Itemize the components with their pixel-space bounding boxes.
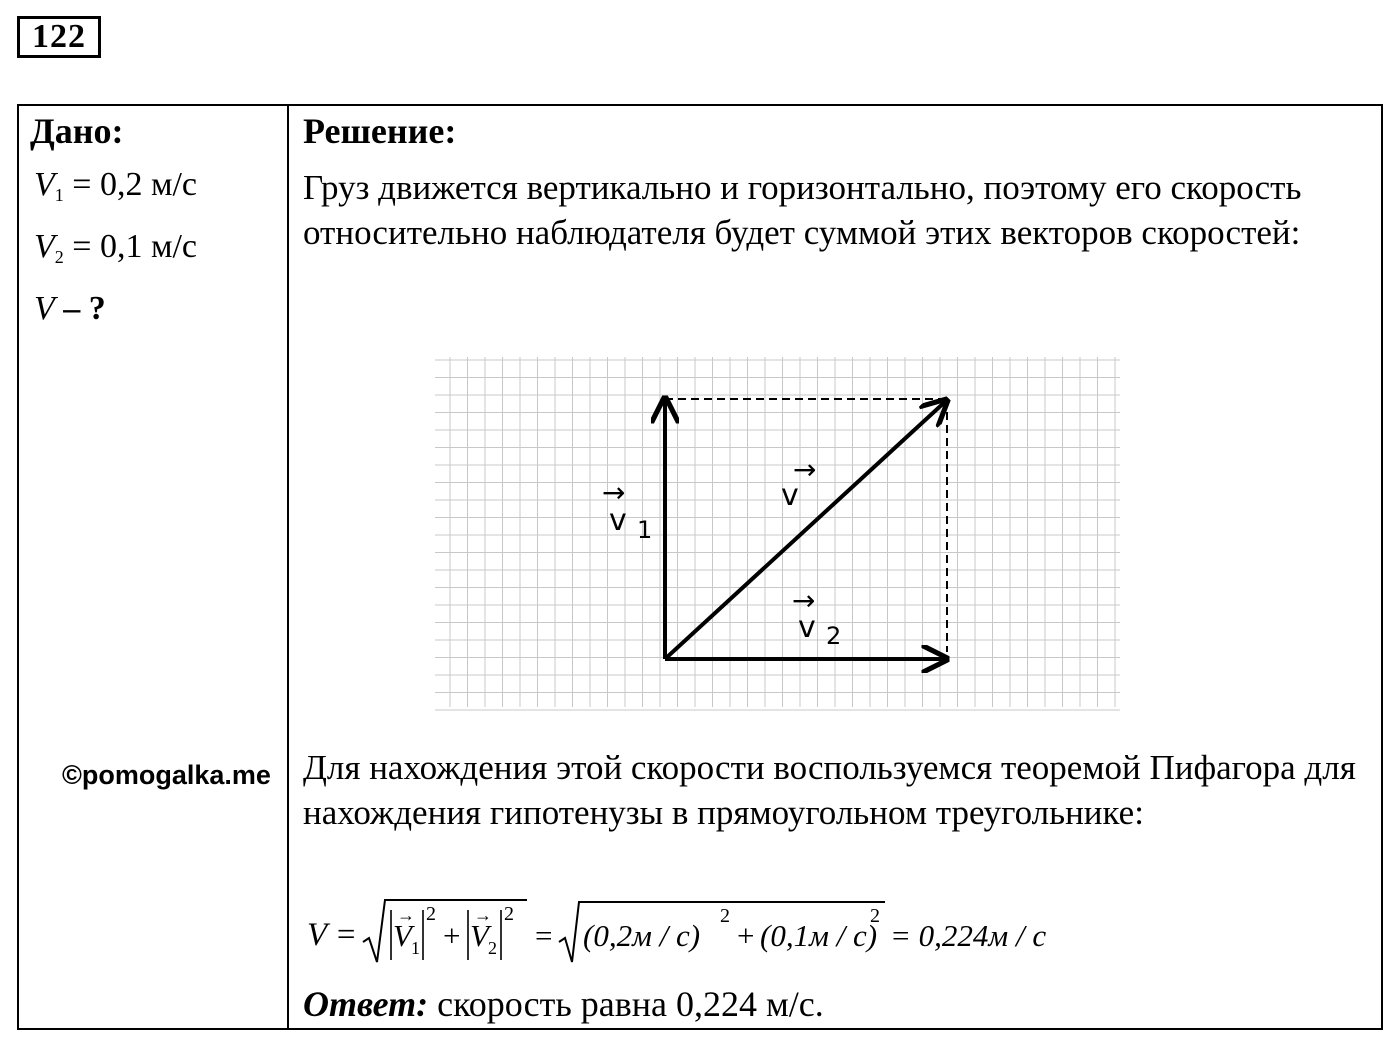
formula-v2-arrow: → [474,905,492,925]
formula-term-1: (0,2м / с) [583,918,701,953]
formula-exp-1: 2 [426,903,436,925]
label-v-arrow: → [793,453,817,486]
formula-v1: V [393,918,412,953]
v1-subscript: 1 [54,185,64,205]
watermark: ©pomogalka.me [62,760,271,790]
v-symbol: V [34,290,55,327]
answer-line [303,983,824,1025]
v2-subscript: 2 [54,247,64,267]
label-v1-subscript: 1 [637,516,653,544]
formula-plus-2: + [737,918,755,953]
vector-diagram [430,352,1130,732]
formula-exp-2: 2 [504,903,514,925]
label-v1-letter: v [609,503,627,538]
label-v1 [602,476,652,544]
unknown-mark: – ? [54,290,106,327]
problem-number: 122 [17,16,101,58]
label-v2-arrow: → [792,584,816,617]
label-v2-letter: v [798,610,816,645]
given-v1 [34,166,197,206]
formula-eq: = [535,918,553,953]
given-unknown [34,290,106,328]
formula-result: = 0,224м / с [890,918,1047,953]
answer-text: скорость равна 0,224 м/с. [428,984,824,1024]
formula-plus-1: + [443,918,461,953]
formula-exp-3: 2 [720,905,730,927]
formula-v1-arrow: → [397,905,415,925]
label-v1-arrow: → [602,476,626,509]
answer-label: Ответ: [303,984,429,1024]
given-v2 [34,228,197,268]
v1-symbol: V [34,166,55,203]
formula-lhs: V = [307,917,358,953]
label-v2-subscript: 2 [826,622,842,650]
solution-paragraph-2: Для нахождения этой скорости воспользуемся теоремой Пифагора для нахождения гипотенузы в прямоугольном треугольнике: [303,748,1356,832]
pythagoras-formula [305,890,1105,980]
formula-exp-4: 2 [870,905,880,927]
solution-heading: Решение: [303,111,457,151]
formula-v2-sub: 2 [488,938,497,958]
label-v-letter: v [781,478,799,513]
solution-paragraph-1: Груз движется вертикально и горизонтально, поэтому его скорость относительно наблюдателя будет суммой этих векторов скоростей: [303,168,1302,252]
v2-symbol: V [34,228,55,265]
label-v [781,453,816,513]
formula-v1-sub: 1 [411,938,420,958]
formula-term-2: (0,1м / с) [760,918,878,953]
given-heading: Дано: [30,111,124,151]
v1-value: = 0,2 м/с [63,166,198,203]
formula-v2: V [470,918,489,953]
v2-value: = 0,1 м/с [63,228,198,265]
column-divider [287,104,289,1030]
